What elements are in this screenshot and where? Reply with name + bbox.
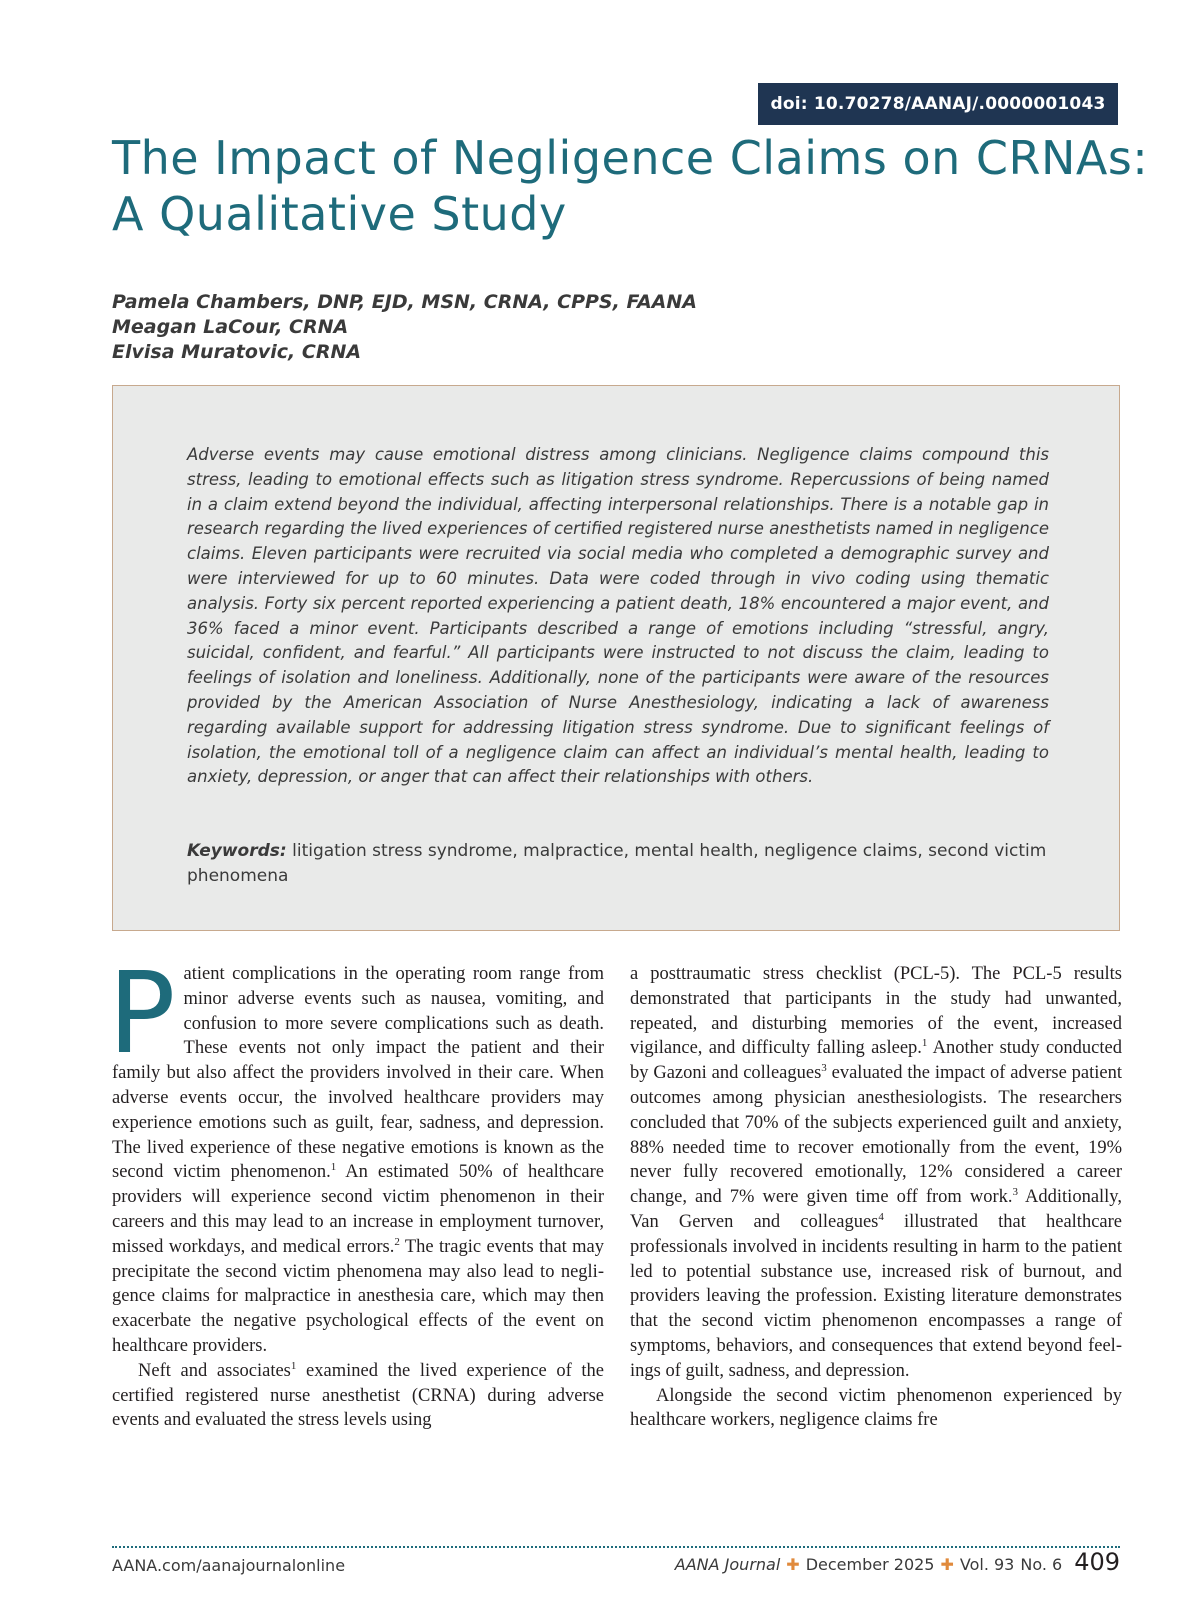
body-paragraph xyxy=(630,962,1122,1384)
body-text: examined the lived experience of the certified registered nurse anesthetist (CRNA) during adverse events and evaluated the stress levels using xyxy=(112,1360,604,1431)
plus-separator-icon: ✚ xyxy=(940,1555,954,1574)
body-column-right xyxy=(630,962,1122,1433)
body-text: atient complications in the operating room range from minor adverse events such as nausea, vomiting, and confusion to more severe complications such as death. These events not only impact the patient and their family but also affect the providers involved in their care. When adverse events occur, the involved healthcare providers may experience emotions such as guilt, fear, sadness, and depression. The lived experience of these negative emotions is known as the second victim phenomenon. xyxy=(112,964,604,1183)
plus-separator-icon: ✚ xyxy=(786,1555,800,1574)
body-text: An estimated 50% of healthcare providers will experience second victim phenomenon in their careers and this may lead to an increase in employment turnover, missed workdays, and medical errors. xyxy=(112,1162,604,1257)
article-title-line-1: The Impact of Negligence Claims on CRNAs: xyxy=(112,131,1149,185)
body-text: illustrated that healthcare professionals involved in incidents resulting in harm to the patient led to potential substance use, increased risk of burnout, and providers leaving the profession. Existing literature demonstrates that the second victim phenomenon encompasses a range of symptoms, behaviors, and consequences that extend beyond feelings of guilt, sadness, and depression. xyxy=(630,1211,1122,1381)
issue-date: December 2025 xyxy=(805,1555,935,1574)
author-name: Elvisa Muratovic, CRNA xyxy=(112,341,362,363)
journal-website-link[interactable]: AANA.com/aanajournalonline xyxy=(112,1556,346,1575)
body-text: a posttraumatic stress checklist (PCL-5). The PCL-5 results demonstrated that participants in the study had unwanted, repeated, and disturbing memories of the event, increased vigilance, and difficulty falling asleep. xyxy=(630,964,1122,1059)
volume-number: Vol. 93 xyxy=(959,1555,1015,1574)
citation-superscript: 1 xyxy=(921,1037,928,1050)
citation-superscript: 3 xyxy=(821,1062,827,1075)
body-column-left xyxy=(108,949,604,1433)
journal-name: AANA Journal xyxy=(674,1555,781,1574)
author-list xyxy=(112,290,697,365)
body-paragraph: Alongside the second victim phenomenon experienced by healthcare workers, negligence claims fre xyxy=(630,1385,1122,1431)
keywords-label: Keywords: xyxy=(187,841,287,861)
author-name: Pamela Chambers, DNP, EJD, MSN, CRNA, CPPS, FAANA xyxy=(112,291,697,313)
body-text: Additionally, Van Gerven and colleagues xyxy=(630,1187,1122,1232)
article-title xyxy=(112,130,1149,242)
author-name: Meagan LaCour, CRNA xyxy=(112,316,349,338)
body-text: Neft and associates xyxy=(138,1360,291,1381)
article-title-line-2: A Qualitative Study xyxy=(112,187,567,241)
abstract-text: Adverse events may cause emotional distress among clinicians. Negligence claims compound this stress, leading to emotional effects such as litigation stress syndrome. Repercussions of being named in a claim extend beyond the individual, affecting interpersonal relationships. There is a notable gap in research regarding the lived experiences of certified registered nurse anesthetists named in negligence claims. Eleven participants were recruited via social media who completed a demographic survey and were interviewed for up to 60 minutes. Data were coded through in vivo coding using thematic analysis. Forty six percent reported experiencing a patient death, 18% encountered a major event, and 36% faced a minor event. Participants described a range of emotions including “stressful, angry, suicidal, confident, and fearful.” All participants were instructed to not discuss the claim, leading to feelings of isolation and loneliness. Additionally, none of the participants were aware of the resources provided by the American Association of Nurse Anesthesiology, indicating a lack of awareness regarding available support for addressing litigation stress syndrome. Due to significant feelings of isolation, the emotional toll of a negligence claim can affect an individual’s mental health, leading to anxiety, depression, or anger that can affect their relationships with others. xyxy=(187,445,1049,787)
citation-superscript: 3 xyxy=(1012,1186,1019,1199)
body-paragraph xyxy=(112,1359,604,1433)
abstract-box xyxy=(112,385,1120,931)
issue-number: No. 6 xyxy=(1020,1555,1063,1574)
body-text: evaluated the impact of adverse patient outcomes among physician anesthesiologists. The researchers concluded that 70% of the subjects experienced guilt and anxiety, 88% needed time to recover emotionally from the event, 19% never fully recovered emotionally, 12% considered a career change, and 7% were given time off from work. xyxy=(630,1063,1122,1208)
footer-citation xyxy=(675,1548,1120,1576)
citation-superscript: 1 xyxy=(290,1359,297,1372)
citation-superscript: 4 xyxy=(878,1210,884,1223)
keywords-text: litigation stress syndrome, malpractice, mental health, negligence claims, second victim phenomena xyxy=(187,841,1047,886)
page-number: 409 xyxy=(1074,1548,1120,1576)
doi-badge: doi: 10.70278/AANAJ/.0000001043 xyxy=(758,83,1118,125)
body-text: The tragic events that may precipitate the second victim phenomena may also lead to negligence claims for malpractice in anesthesia care, which may then exacerbate the negative psychological effects of the event on healthcare providers. xyxy=(112,1236,604,1356)
drop-cap: P xyxy=(108,949,176,1079)
body-text: Another study conducted by Gazoni and colleagues xyxy=(630,1038,1122,1084)
body-paragraph xyxy=(108,949,604,1359)
citation-superscript: 2 xyxy=(394,1235,400,1248)
keywords xyxy=(187,839,1049,889)
citation-superscript: 1 xyxy=(330,1161,337,1174)
